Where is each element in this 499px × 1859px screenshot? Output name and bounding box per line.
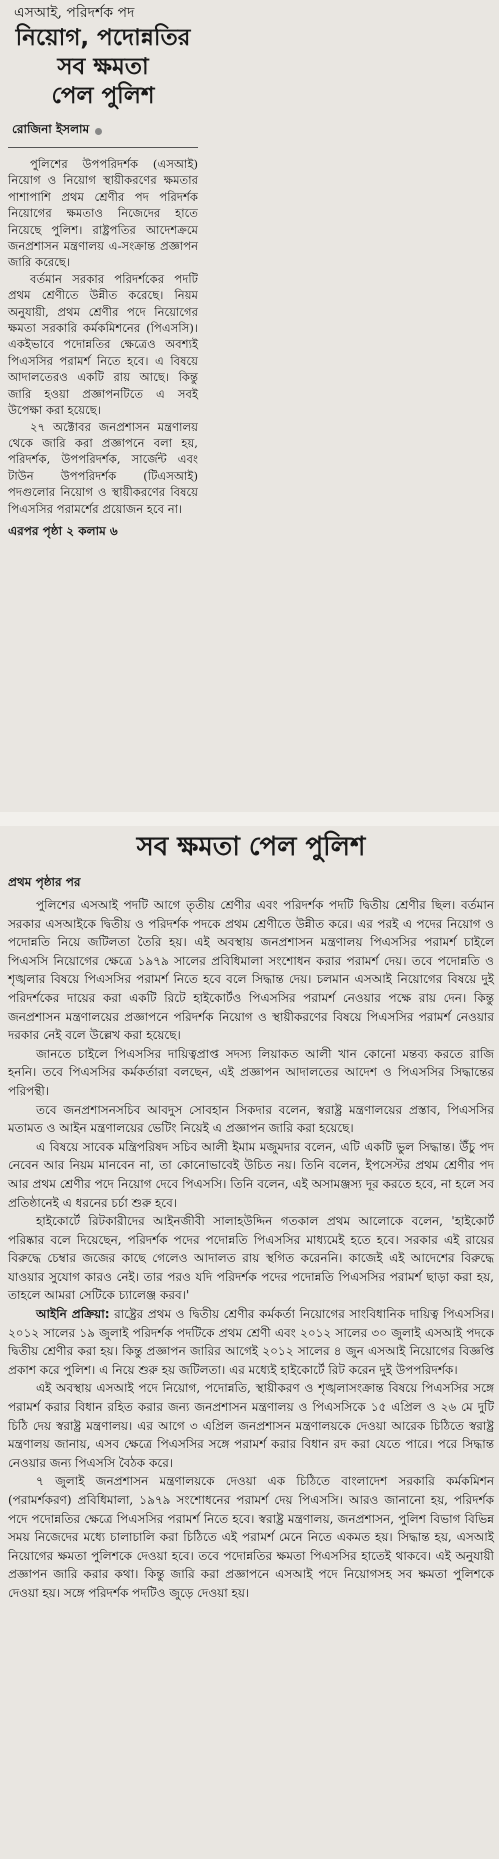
headline-line: নিয়োগ, পদোন্নতির: [15, 25, 191, 51]
front-page-column: [8, 4, 198, 543]
kicker: এসআই, পরিদর্শক পদ: [14, 5, 135, 21]
paragraph: তবে জনপ্রশাসনসচিব আবদুস সোবহান সিকদার বলেন, স্বরাষ্ট্র মন্ত্রণালয়ের প্রস্তাব, পিএসসির মতামত ও আইন মন্ত্রণালয়ের ভেটিং নিয়েই এ প্রজ্ঞাপন জারি করা হয়েছে।: [8, 1102, 494, 1136]
divider: [8, 147, 198, 148]
continued-from-label: প্রথম পৃষ্ঠার পর: [8, 875, 81, 889]
headline-line: সব ক্ষমতা: [57, 54, 149, 80]
continuation-column: [8, 830, 494, 1603]
bullet-icon: [95, 128, 102, 135]
paragraph: বর্তমান সরকার পরিদর্শকের পদটি প্রথম শ্রেণীতে উন্নীত করেছে। নিয়ম অনুযায়ী, প্রথম শ্রেণীর পদে নিয়োগের ক্ষমতা সরকারি কর্মকমিশনের (পিএসসি)। একইভাবে পদোন্নতির ক্ষেত্রেও অবশ্যই পিএসসির পরামর্শ নিতে হবে। এ বিষয়ে আদালতেরও একটি রায় আছে। কিন্তু জারি হওয়া প্রজ্ঞাপনটিতে এ সবই উপেক্ষা করা হয়েছে।: [8, 271, 198, 418]
paragraph: ৭ জুলাই জনপ্রশাসন মন্ত্রণালয়কে দেওয়া এক চিঠিতে বাংলাদেশ সরকারি কর্মকমিশন (পরামর্শকরণ) প্রবিধিমালা, ১৯৭৯ সংশোধনের পরামর্শ দেয় পিএসসি। আরও জানানো হয়, পরিদর্শক পদে পদোন্নতির ক্ষেত্রে পিএসসির পরামর্শ নিতে হবে। স্বরাষ্ট্র মন্ত্রণালয়, জনপ্রশাসন, পুলিশ বিভাগ বিভিন্ন সময় নিজেদের মধ্যে চালাচালি করা চিঠিতে এই পরামর্শ মেনে নিতে একমত হয়। সিদ্ধান্ত হয়, এসআই নিয়োগের ক্ষমতা পুলিশকে দেওয়া হবে। তবে পদোন্নতির ক্ষমতা পিএসসির হাতেই থাকবে। এই অনুযায়ী প্রজ্ঞাপন জারি করার কথা। কিন্তু জারি করা প্রজ্ঞাপনে এসআই পদে নিয়োগসহ সব ক্ষমতা পুলিশকে দেওয়া হয়। সঙ্গে পরিদর্শক পদটিও জুড়ে দেওয়া হয়।: [8, 1474, 494, 1600]
headline: [8, 24, 198, 111]
paragraph: হাইকোর্টে রিটকারীদের আইনজীবী সালাহউদ্দিন গতকাল প্রথম আলোকে বলেন, 'হাইকোর্ট পরিষ্কার বলে দিয়েছেন, পরিদর্শক পদের পদোন্নতি পিএসসির মাধ্যমেই হতে হবে। সরকার এই রায়ের বিরুদ্ধে চেম্বার জজের কাছে গেলেও আদালত রায় স্থগিত করেননি। কাজেই এই আদেশের বিরুদ্ধে যাওয়ার সুযোগ কারও নেই। তার পরও যদি পরিদর্শক পদের পদোন্নতি পিএসসির পরামর্শ ছাড়া করা হয়, তাহলে আমরা সেটিকে চ্যালেঞ্জ করব।': [8, 1214, 494, 1303]
subhead: আইনি প্রক্রিয়া:: [36, 1307, 110, 1322]
paragraph: এই অবস্থায় এসআই পদে নিয়োগ, পদোন্নতি, স্থায়ীকরণ ও শৃঙ্খলাসংক্রান্ত বিষয়ে পিএসসির সঙ্গে পরামর্শ করার বিধান রহিত করার জন্য জনপ্রশাসন মন্ত্রণালয় ও পিএসসিকে ১৫ এপ্রিল ও ২৬ মে দুটি চিঠি দেয় স্বরাষ্ট্র মন্ত্রণালয়। এর আগে ৩ এপ্রিল জনপ্রশাসন মন্ত্রণালয়কে দেওয়া আরেক চিঠিতে স্বরাষ্ট্র মন্ত্রণালয় জানায়, এসব ক্ষেত্রে পিএসসির সঙ্গে পরামর্শ করার বিধান রদ করা যেতে পারে। পরে সিদ্ধান্ত নেওয়ার জন্য পিএসসি বৈঠক করে।: [8, 1381, 494, 1470]
section-gap: [0, 812, 499, 826]
paragraph: এ বিষয়ে সাবেক মন্ত্রিপরিষদ সচিব আলী ইমাম মজুমদার বলেন, এটি একটি ভুল সিদ্ধান্ত। উঁচু পদ নেবেন আর নিয়ম মানবেন না, তা কোনোভাবেই উচিত নয়। তিনি বলেন, ইপসেস্টর প্রথম শ্রেণীর পদ আর প্রথম শ্রেণীর পদে নিয়োগ দেবে পিএসসি। তিনি বলেন, এই অসামঞ্জস্য দূর করতে হবে, না হলে সব প্রতিষ্ঠানেই এ ধরনের চর্চা শুরু হবে।: [8, 1139, 494, 1210]
jump-line: এরপর পৃষ্ঠা ২ কলাম ৬: [8, 523, 118, 538]
paragraph-with-subhead: [8, 1305, 494, 1379]
byline-row: [12, 121, 198, 141]
paragraph: ২৭ অক্টোবর জনপ্রশাসন মন্ত্রণালয় থেকে জারি করা প্রজ্ঞাপনে বলা হয়, পরিদর্শক, উপপরিদর্শক, সার্জেন্ট এবং টাউন উপপরিদর্শক (টিএসআই) পদগুলোর নিয়োগ ও স্থায়ীকরণের বিষয়ে পিএসসির পরামর্শের প্রয়োজন হবে না।: [8, 419, 198, 516]
byline: রোজিনা ইসলাম: [12, 122, 90, 136]
paragraph: পুলিশের এসআই পদটি আগে তৃতীয় শ্রেণীর এবং পরিদর্শক পদটি দ্বিতীয় শ্রেণীর ছিল। বর্তমান সরকার এসআইকে দ্বিতীয় ও পরিদর্শক পদকে প্রথম শ্রেণীতে উন্নীত করে। এর পরই এ পদের নিয়োগ ও পদোন্নতি নিয়ে জটিলতা তৈরি হয়। এই অবস্থায় জনপ্রশাসন মন্ত্রণালয় পিএসসির পরামর্শ চাইলে পিএসসি নিয়োগের ক্ষেত্রে ১৯৭৯ সালের প্রবিধিমালা সংশোধন করার পরামর্শ দেয়। তবে পদোন্নতি ও শৃঙ্খলার বিষয়ে পিএসসির পরামর্শ নিতে হবে বলে সিদ্ধান্ত দেয়। চলমান এসআই নিয়োগের বিষয়ে দুই পরিদর্শকের দায়ের করা একটি রিটে হাইকোর্টও পিএসসির পরামর্শ নেওয়ার পক্ষে রায় দেন। কিন্তু জনপ্রশাসন মন্ত্রণালয়ের প্রজ্ঞাপনে পরিদর্শক নিয়োগ ও স্থায়ীকরণের বিষয়ে পিএসসির পরামর্শ নেওয়ার দরকার নেই বলে উল্লেখ করা হয়েছে।: [8, 898, 494, 1043]
paragraph: জানতে চাইলে পিএসসির দায়িত্বপ্রাপ্ত সদস্য লিয়াকত আলী খান কোনো মন্তব্য করতে রাজি হননি। তবে পিএসসির কর্মকর্তারা বলছেন, এই প্রজ্ঞাপন আদালতের আদেশ ও পিএসসির সিদ্ধান্তের পরিপন্থী।: [8, 1046, 495, 1098]
continuation-headline: সব ক্ষমতা পেল পুলিশ: [136, 832, 366, 862]
paragraph: পুলিশের উপপরিদর্শক (এসআই) নিয়োগ ও নিয়োগ স্থায়ীকরণের ক্ষমতার পাশাপাশি প্রথম শ্রেণীর পদ পরিদর্শক নিয়োগের ক্ষমতাও নিজেদের হাতে নিয়েছে পুলিশ। রাষ্ট্রপতির আদেশক্রমে জনপ্রশাসন মন্ত্রণালয় এ-সংক্রান্ত প্রজ্ঞাপন জারি করেছে।: [8, 157, 198, 270]
headline-line: পেল পুলিশ: [51, 83, 155, 109]
paragraph-text: রাষ্ট্রের প্রথম ও দ্বিতীয় শ্রেণীর কর্মকর্তা নিয়োগের সাংবিধানিক দায়িত্ব পিএসসির। ২০১২ সালের ১৯ জুলাই পরিদর্শক পদটিকে প্রথম শ্রেণী এবং ২০১২ সালের ৩০ জুলাই এসআই পদকে দ্বিতীয় শ্রেণীর করা হয়। কিন্তু প্রজ্ঞাপন জারির আগেই ২০১২ সালের ৪ জুন এসআই নিয়োগের বিজ্ঞপ্তি প্রকাশ করে পুলিশ। এ নিয়ে শুরু হয় জটিলতা। এর মধ্যেই হাইকোর্টে রিট করেন দুই উপপরিদর্শক।: [8, 1307, 494, 1377]
